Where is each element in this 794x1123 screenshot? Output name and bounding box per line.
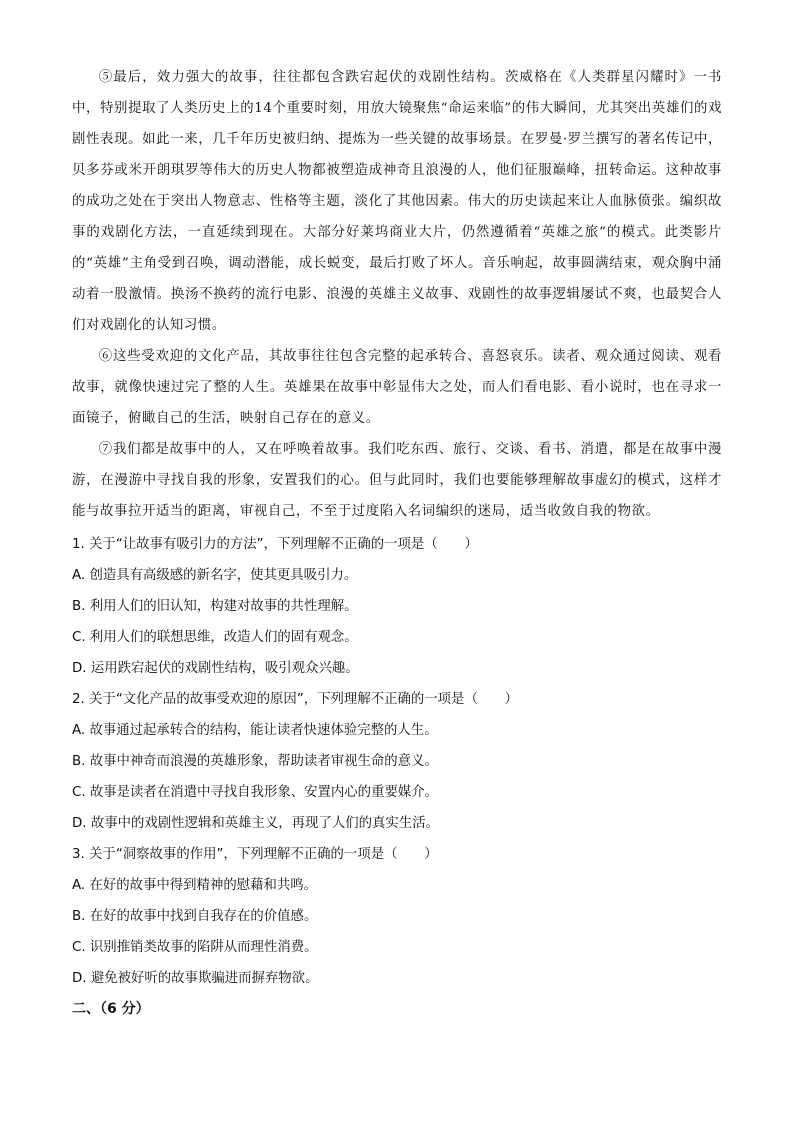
question-option: D. 运用跌宕起伏的戏剧性结构，吸引观众兴趣。	[72, 661, 359, 676]
passage-paragraph-6: ⑥这些受欢迎的文化产品，其故事往往包含完整的起承转合、喜怒哀乐。读者、观众通过阅读、观看故事，就像快速过完了整的人生。英雄果在故事中彰显伟大之处，而人们看电影、看小说时，也在寻求一面镜子，俯瞰自己的生活，映射自己存在的意义。	[72, 349, 722, 426]
question-stem: 1. 关于“让故事有吸引力的方法”，下列理解不正确的一项是（ ）	[72, 537, 478, 552]
question-option: C. 识别推销类故事的陷阱从而理性消费。	[72, 940, 318, 955]
question-option: B. 在好的故事中找到自我存在的价值感。	[72, 909, 318, 924]
question-option: D. 故事中的戏剧性逻辑和英雄主义，再现了人们的真实生活。	[72, 816, 439, 831]
passage-paragraph-5: ⑤最后，效力强大的故事，往往都包含跌宕起伏的戏剧性结构。茨威格在《人类群星闪耀时》一书中，特别提取了人类历史上的14个重要时刻，用放大镜聚焦“命运来临”的伟大瞬间，尤其突出英雄们的戏剧性表现。如此一来，几千年历史被归纳、提炼为一些关键的故事场景。在罗曼·罗兰撰写的著名传记中，贝多芬或米开朗琪罗等伟大的历史人物都被塑造成神奇且浪漫的人，他们征服巅峰，扭转命运。这种故事的成功之处在于突出人物意志、性格等主题，淡化了其他因素。伟大的历史读起来让人血脉偾张。编织故事的戏剧化方法，一直延续到现在。大部分好莱坞商业大片，仍然遵循着“英雄之旅”的模式。此类影片的“英雄”主角受到召唤，调动潜能，成长蜕变，最后打败了坏人。音乐响起，故事圆满结束，观众胸中涌动着一股激情。换汤不换药的流行电影、浪漫的英雄主义故事、戏剧性的故事逻辑屡试不爽，也最契合人们对戏剧化的认知习惯。	[72, 70, 722, 333]
question-option: A. 在好的故事中得到精神的慰藉和共鸣。	[72, 878, 318, 893]
document-page	[72, 62, 722, 1025]
question-option: C. 利用人们的联想思维，改造人们的固有观念。	[72, 630, 358, 645]
question-1	[72, 529, 722, 684]
question-stem: 3. 关于“洞察故事的作用”，下列理解不正确的一项是（ ）	[72, 847, 438, 862]
question-stem: 2. 关于“文化产品的故事受欢迎的原因”，下列理解不正确的一项是（ ）	[72, 692, 519, 707]
question-list	[72, 529, 722, 994]
section-heading: 二、（6 分）	[72, 1001, 150, 1017]
question-option: A. 故事通过起承转合的结构，能让读者快速体验完整的人生。	[72, 723, 438, 738]
question-3	[72, 839, 722, 994]
question-option: B. 故事中神奇而浪漫的英雄形象，帮助读者审视生命的意义。	[72, 754, 438, 769]
passage-paragraph-7: ⑦我们都是故事中的人，又在呼唤着故事。我们吃东西、旅行、交谈、看书、消遣，都是在故事中漫游，在漫游中寻找自我的形象，安置我们的心。但与此同时，我们也要能够理解故事虚幻的模式，这样才能与故事拉开适当的距离，审视自己，不至于过度陷入名词编织的迷局，适当收敛自我的物欲。	[72, 442, 722, 519]
question-option: C. 故事是读者在消遣中寻找自我形象、安置内心的重要媒介。	[72, 785, 439, 800]
question-2	[72, 684, 722, 839]
question-option: A. 创造具有高级感的新名字，使其更具吸引力。	[72, 568, 358, 583]
question-option: B. 利用人们的旧认知，构建对故事的共性理解。	[72, 599, 358, 614]
question-option: D. 避免被好听的故事欺骗进而摒弃物欲。	[72, 971, 319, 986]
